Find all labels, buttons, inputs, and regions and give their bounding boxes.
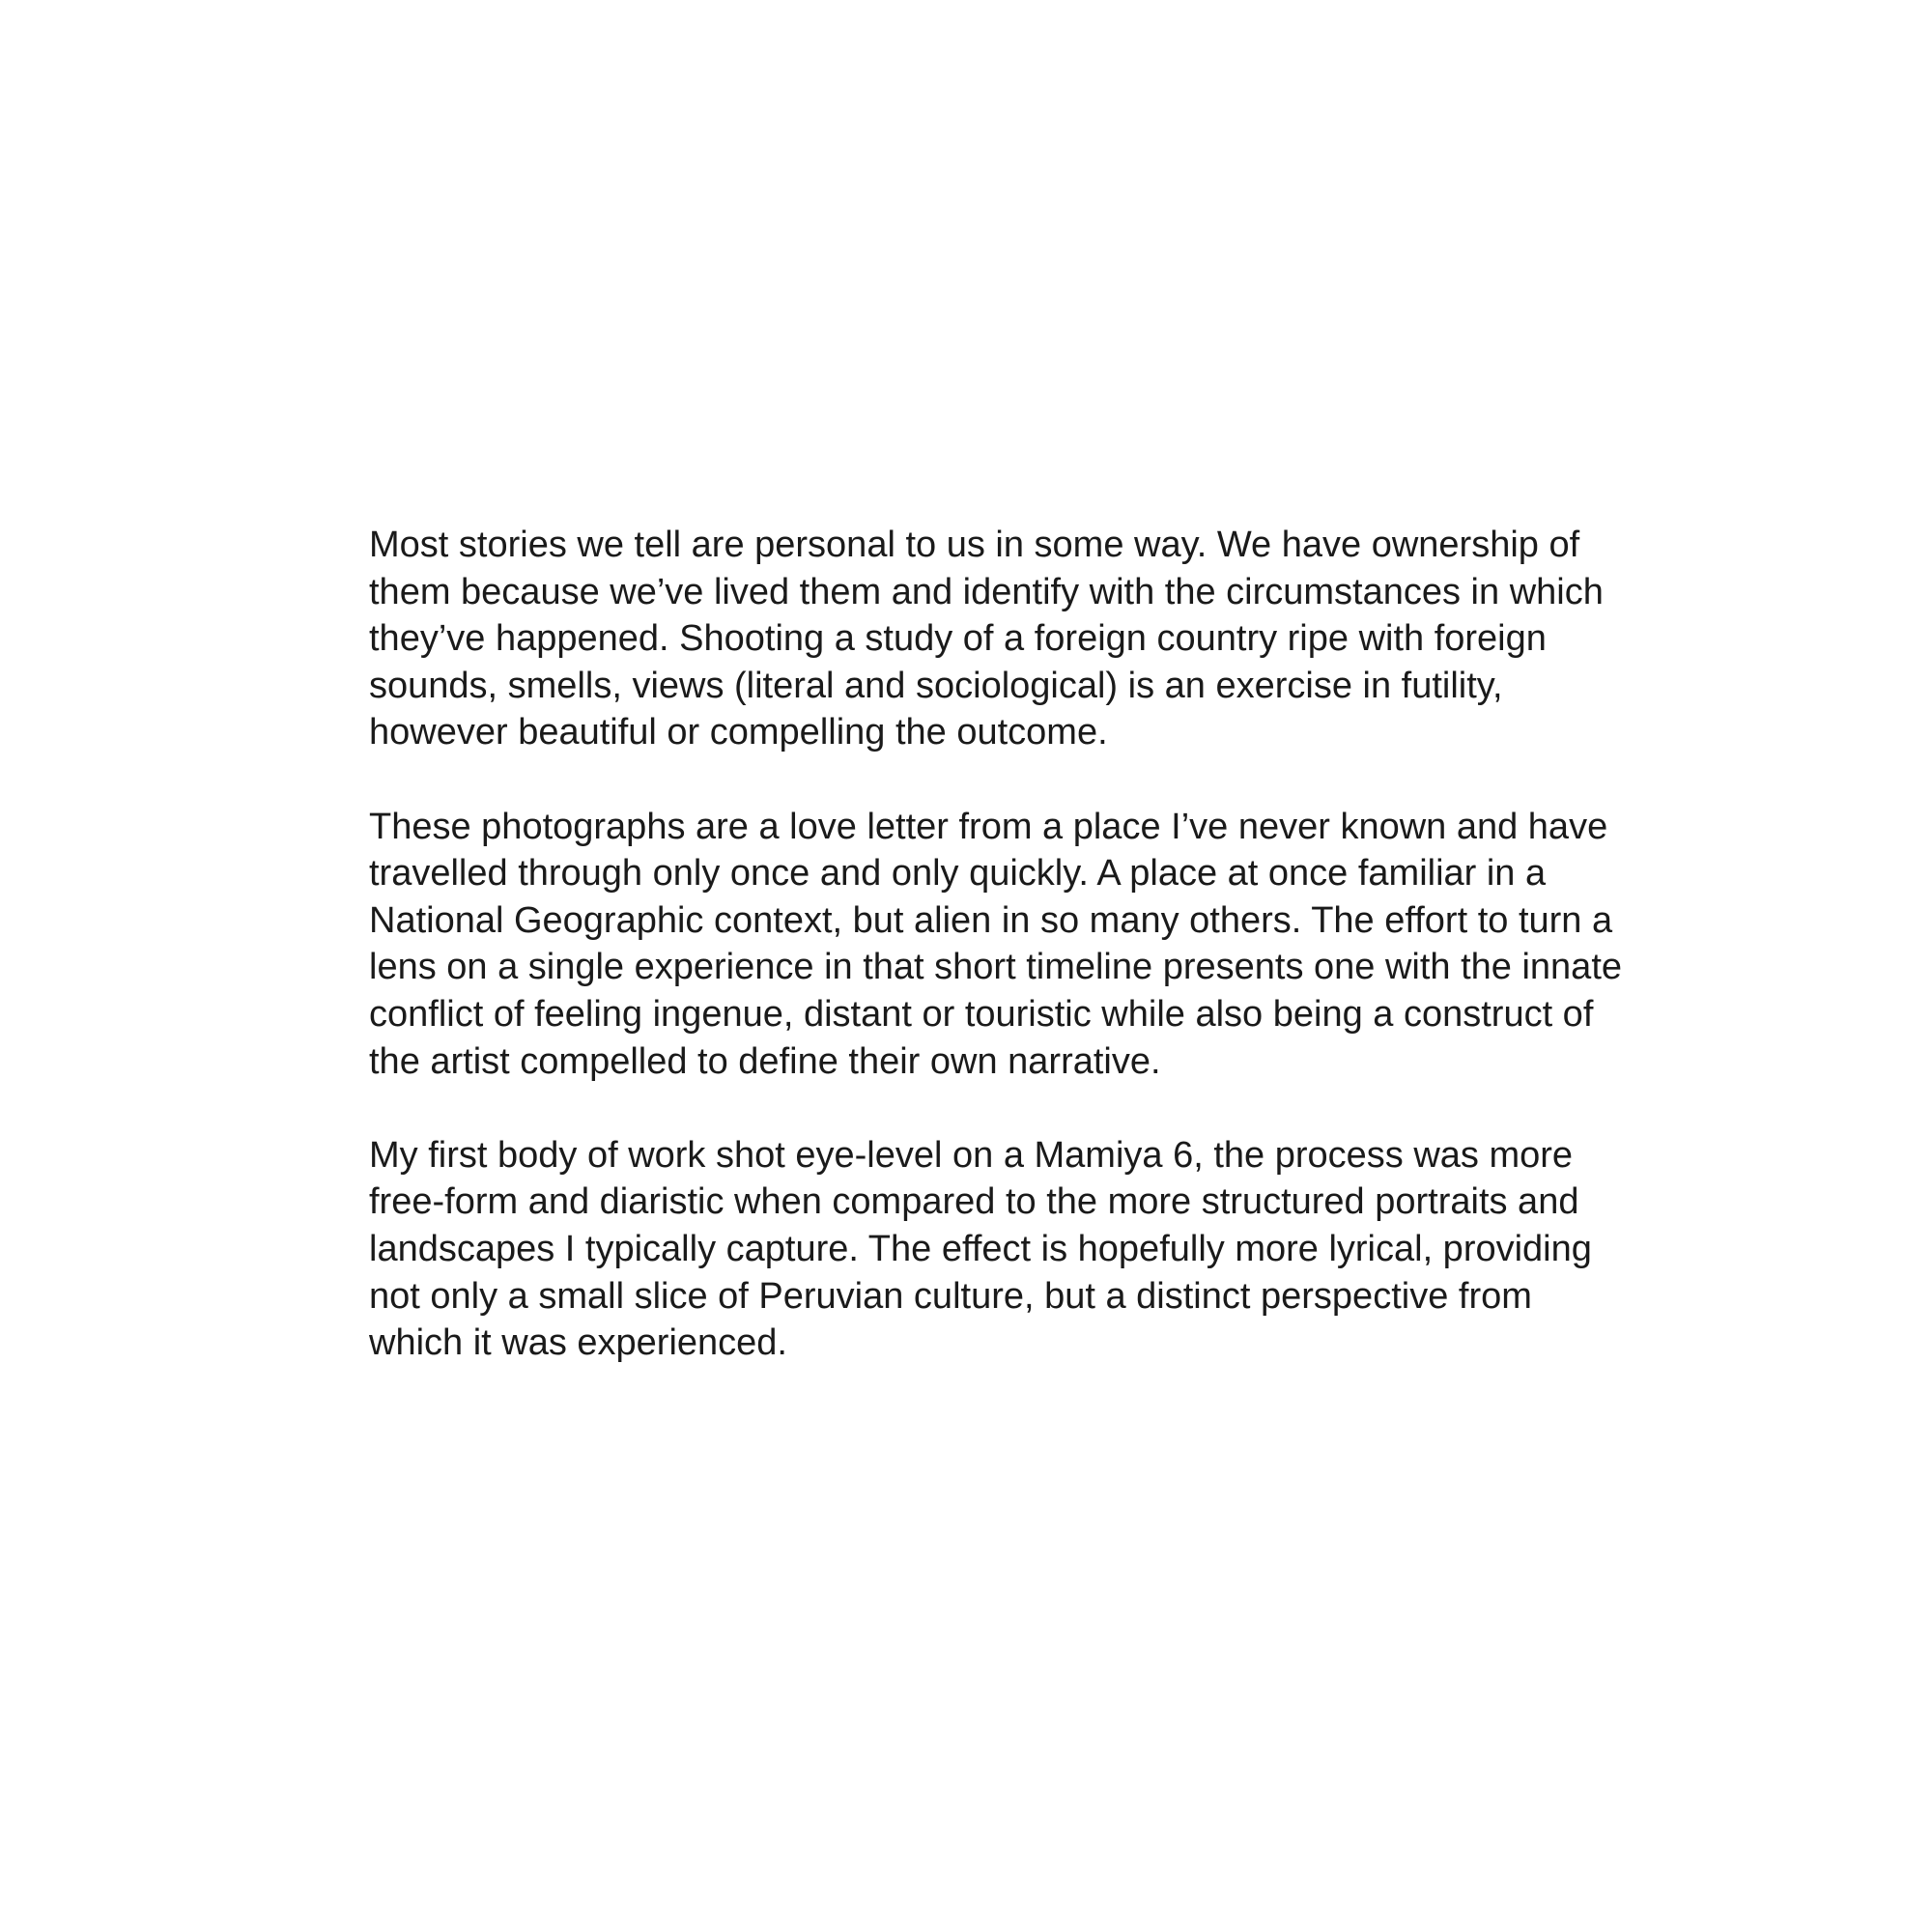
text-line: Most stories we tell are personal to us in some way. We have ownership of <box>369 525 1580 565</box>
text-line: which it was experienced. <box>369 1322 787 1364</box>
text-line: National Geographic context, but alien in so many others. The effort to turn a <box>369 899 1613 941</box>
text-line: them because we’ve lived them and identify with the circumstances in which <box>369 571 1604 612</box>
artist-statement <box>369 522 1683 1413</box>
text-line: landscapes I typically capture. The effect is hopefully more lyrical, providing <box>369 1228 1592 1269</box>
text-line: conflict of feeling ingenue, distant or touristic while also being a construct of <box>369 993 1594 1035</box>
text-line: free-form and diaristic when compared to the more structured portraits and <box>369 1181 1579 1223</box>
text-line: travelled through only once and only quickly. A place at once familiar in a <box>369 853 1547 895</box>
paragraph-1 <box>369 522 1683 756</box>
paragraph-3 <box>369 1132 1683 1367</box>
text-line: not only a small slice of Peruvian culture, but a distinct perspective from <box>369 1275 1532 1317</box>
text-line: My first body of work shot eye-level on a Mamiya 6, the process was more <box>369 1134 1574 1176</box>
paragraph-2 <box>369 804 1683 1086</box>
text-line: lens on a single experience in that short timeline presents one with the innate <box>369 947 1623 988</box>
text-line: the artist compelled to define their own narrative. <box>369 1040 1161 1082</box>
text-line: however beautiful or compelling the outcome. <box>369 712 1108 753</box>
text-line: sounds, smells, views (literal and sociological) is an exercise in futility, <box>369 665 1503 706</box>
text-line: they’ve happened. Shooting a study of a foreign country ripe with foreign <box>369 618 1547 660</box>
text-line: These photographs are a love letter from a place I’ve never known and have <box>369 806 1608 847</box>
